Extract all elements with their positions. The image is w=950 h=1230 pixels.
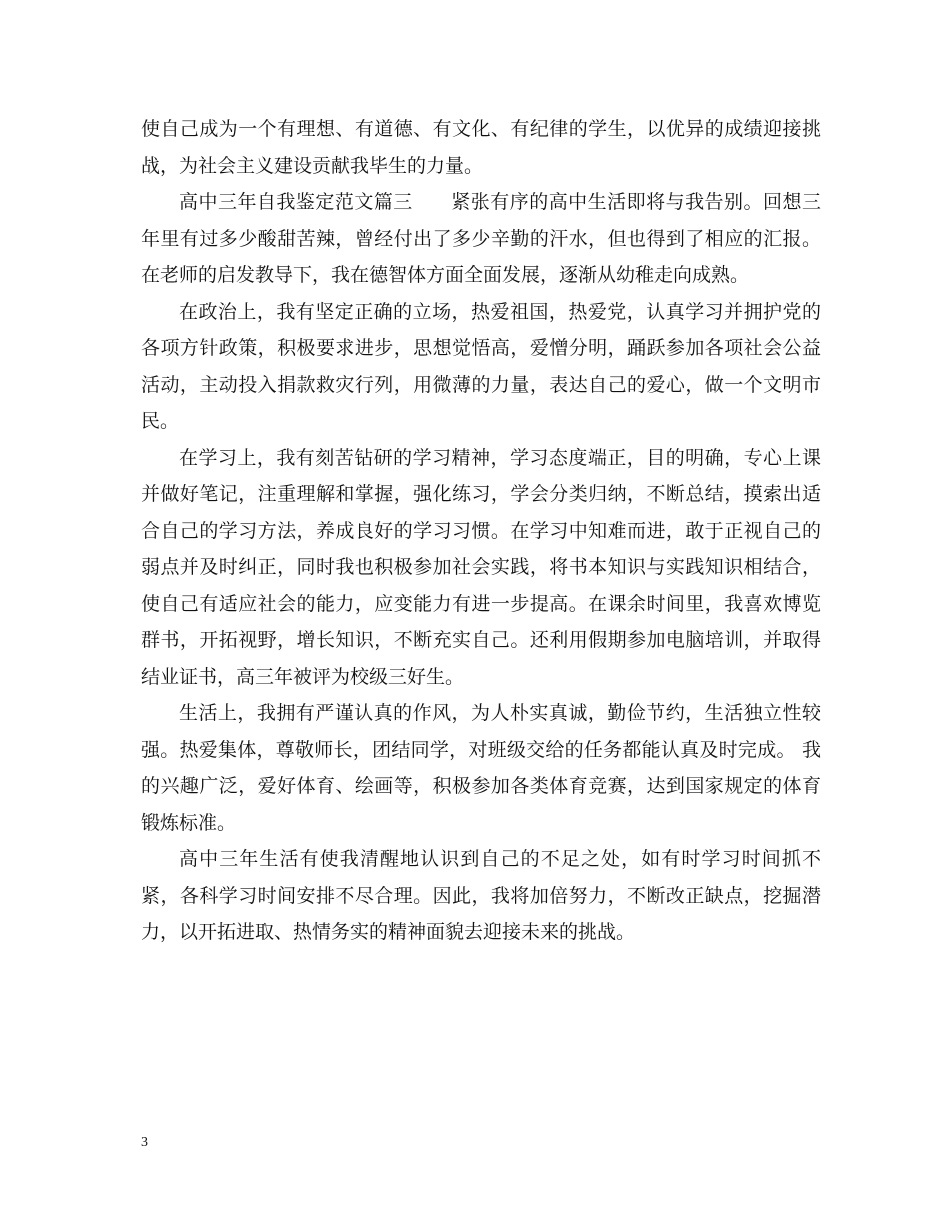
- section-paragraph: [141, 184, 821, 294]
- paragraph-conclusion: 高中三年生活有使我清醒地认识到自己的不足之处，如有时学习时间抓不紧，各科学习时间安排不尽合理。因此，我将加倍努力，不断改正缺点，挖掘潜力，以开拓进取、热情务实的精神面貌去迎接未来的挑战。: [141, 848, 821, 943]
- paragraph-1: 使自己成为一个有理想、有道德、有文化、有纪律的学生，以优异的成绩迎接挑战，为社会主义建设贡献我毕生的力量。: [141, 118, 821, 177]
- section-text: 紧张有序的高中生活即将与我告别。回想三年里有过多少酸甜苦辣，曾经付出了多少辛勤的汗水，但也得到了相应的汇报。在老师的启发教导下，我在德智体方面全面发展，逐渐从幼稚走向成熟。: [141, 191, 821, 286]
- paragraph-study: 在学习上，我有刻苦钻研的学习精神，学习态度端正，目的明确，专心上课并做好笔记，注重理解和掌握，强化练习，学会分类归纳，不断总结，摸索出适合自己的学习方法，养成良好的学习习惯。在学习中知难而进，敢于正视自己的弱点并及时纠正，同时我也积极参加社会实践，将书本知识与实践知识相结合，使自己有适应社会的能力，应变能力有进一步提高。在课余时间里，我喜欢博览群书，开拓视野，增长知识，不断充实自己。还利用假期参加电脑培训，并取得结业证书，高三年被评为校级三好生。: [141, 446, 821, 688]
- body-text: [141, 111, 821, 951]
- section-heading: 高中三年自我鉴定范文篇三: [179, 191, 413, 213]
- paragraph-life: 生活上，我拥有严谨认真的作风，为人朴实真诚，勤俭节约，生活独立性较强。热爱集体，尊敬师长，团结同学，对班级交给的任务都能认真及时完成。 我的兴趣广泛，爱好体育、绘画等，积极参加各类体育竞赛，达到国家规定的体育锻炼标准。: [141, 702, 821, 834]
- paragraph-politics: 在政治上，我有坚定正确的立场，热爱祖国，热爱党，认真学习并拥护党的各项方针政策，积极要求进步，思想觉悟高，爱憎分明，踊跃参加各项社会公益活动，主动投入捐款救灾行列，用微薄的力量，表达自己的爱心，做一个文明市民。: [141, 300, 821, 432]
- page-number: 3: [141, 1135, 148, 1150]
